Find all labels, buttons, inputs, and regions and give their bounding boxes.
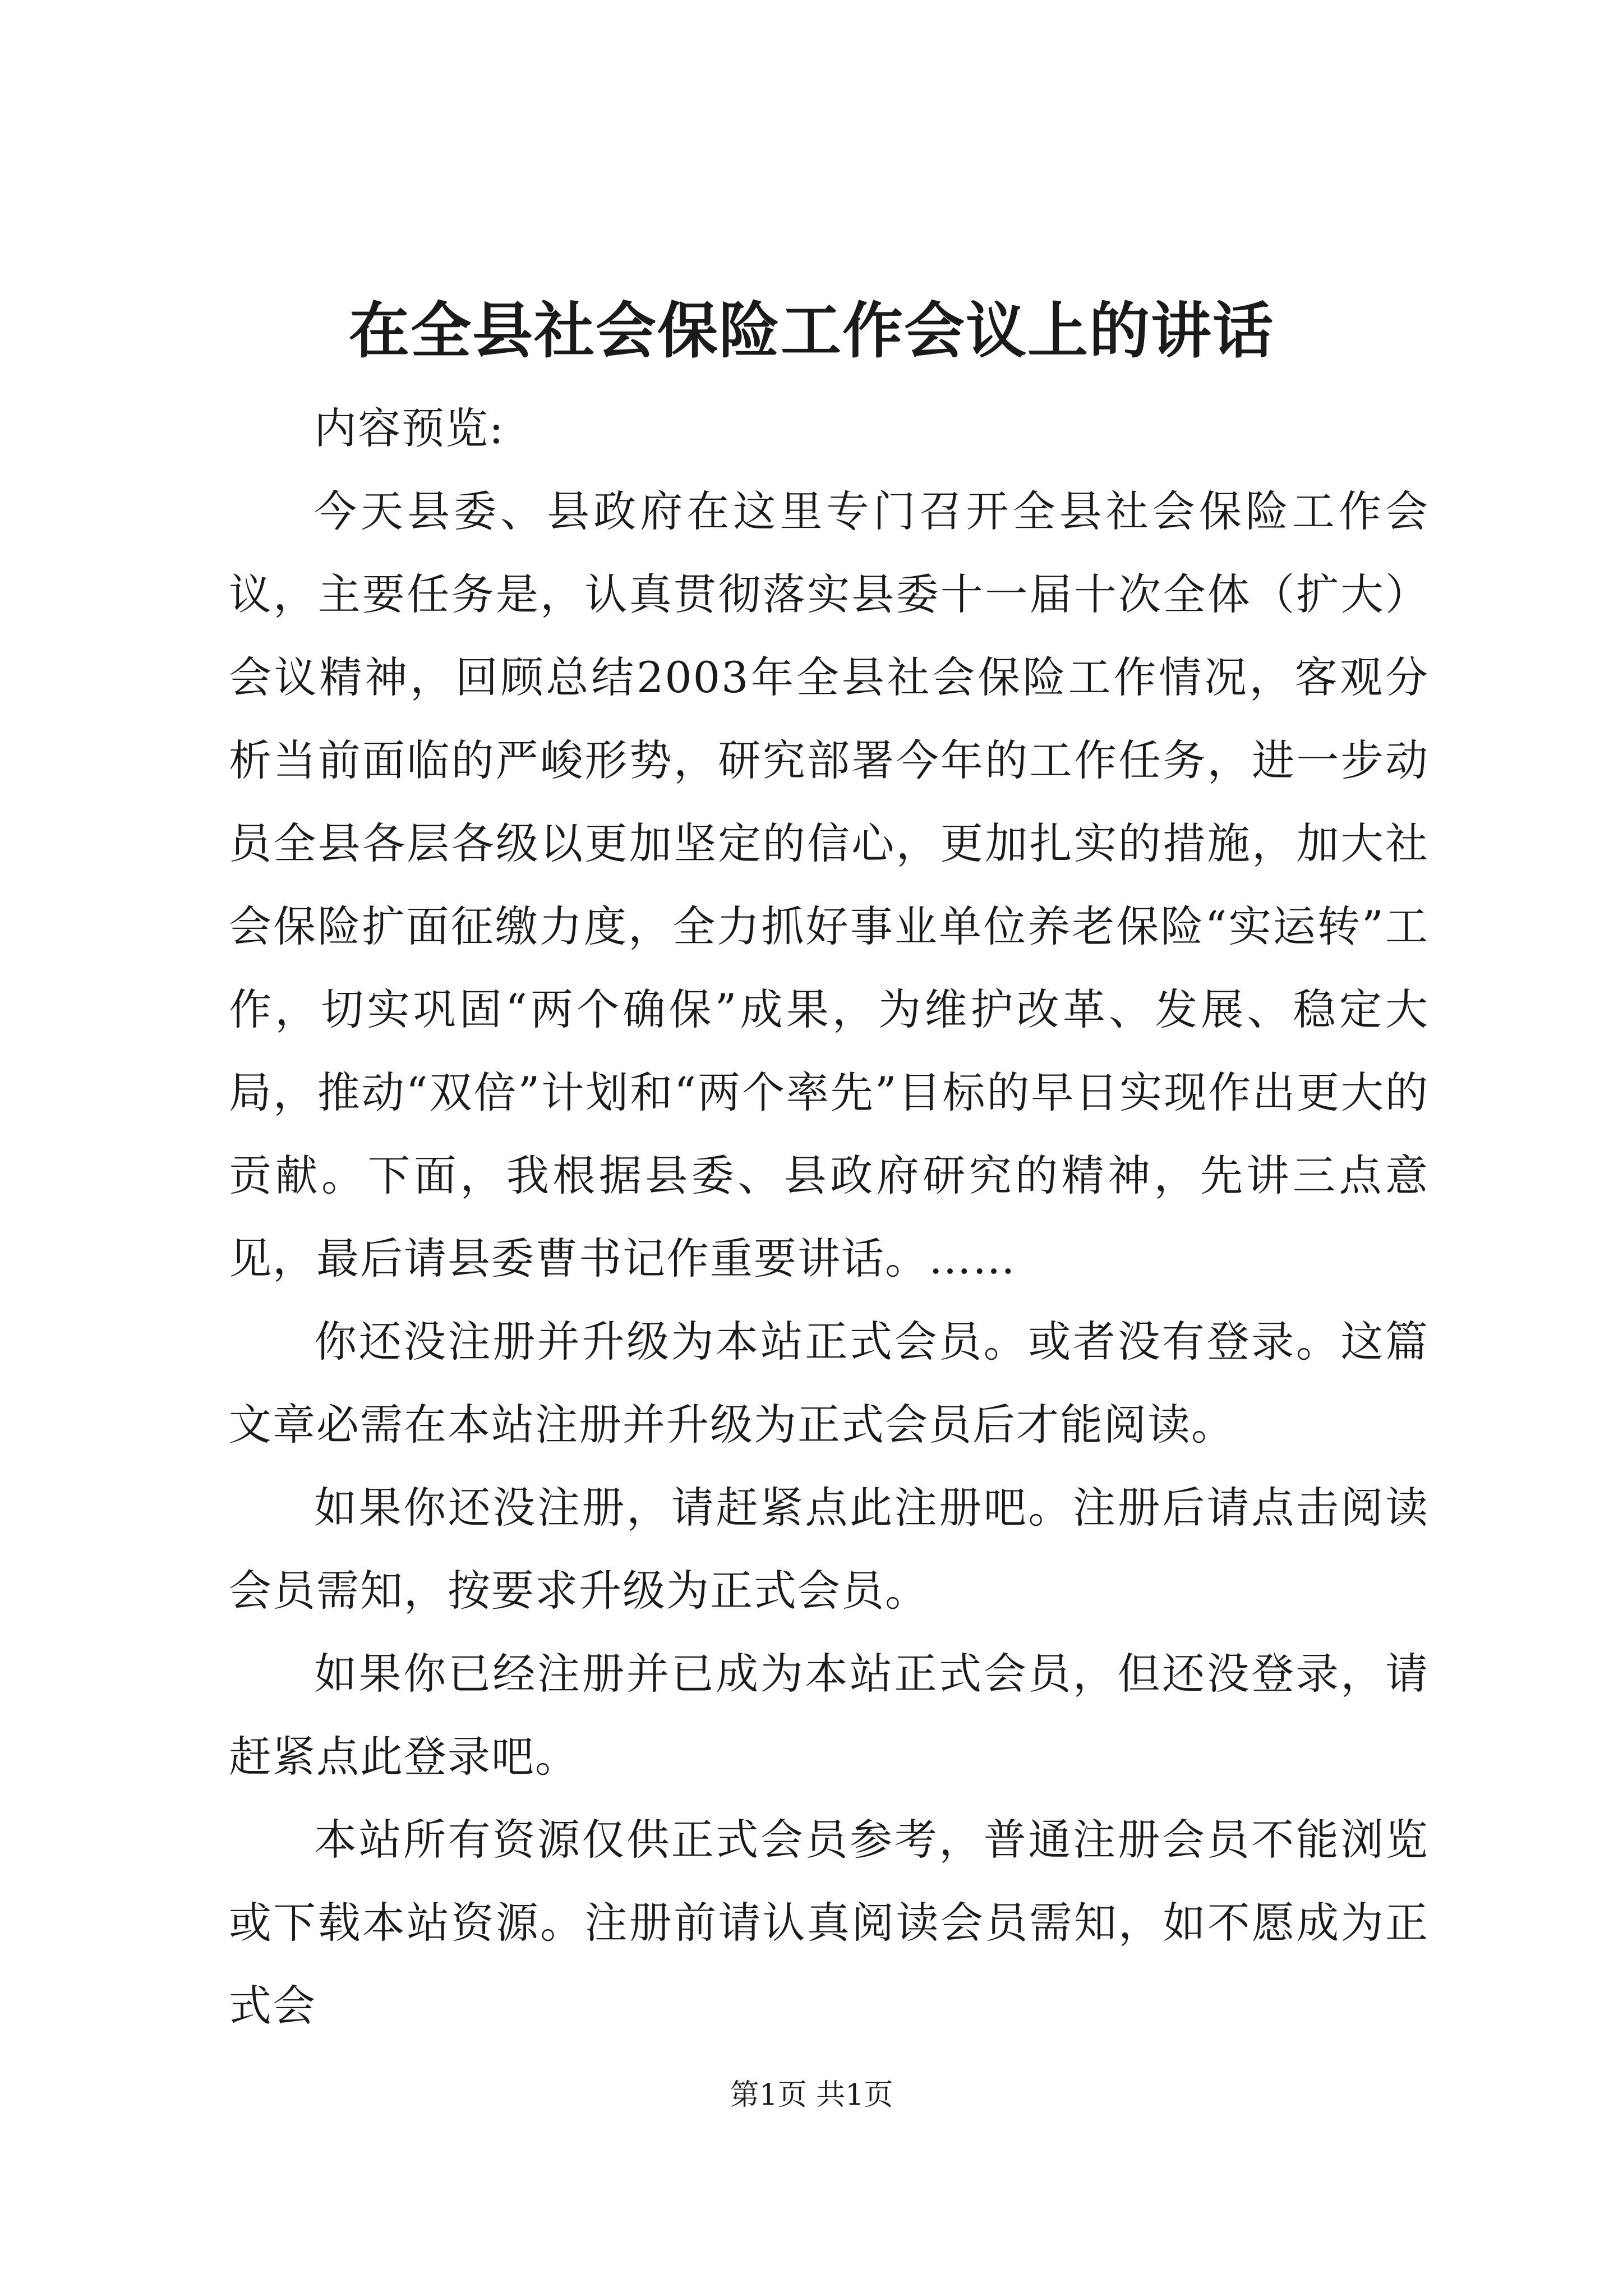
register-prompt-paragraph: 如果你还没注册，请赶紧点此注册吧。注册后请点击阅读会员需知，按要求升级为正式会员。 — [229, 1483, 1429, 1616]
page-number-footer: 第1页 共1页 — [730, 2078, 893, 2112]
preview-label: 内容预览: — [314, 403, 505, 453]
speech-excerpt-paragraph: 今天县委、县政府在这里专门召开全县社会保险工作会议，主要任务是，认真贯彻落实县委十一届十次全体（扩大）会议精神，回顾总结2003年全县社会保险工作情况，客观分析当前面临的严峻形势，研究部署今年的工作任务，进一步动员全县各层各级以更加坚定的信心，更加扎实的措施，加大社会保险扩面征缴力度，全力抓好事业单位养老保险“实运转”工作，切实巩固“两个确保”成果，为维护改革、发展、稳定大局，推动“双倍”计划和“两个率先”目标的早日实现作出更大的贡献。下面，我根据县委、县政府研究的精神，先讲三点意见，最后请县委曹书记作重要讲话。…… — [229, 486, 1429, 1283]
document-body — [229, 387, 1429, 2047]
login-prompt-paragraph: 如果你已经注册并已成为本站正式会员，但还没登录，请赶紧点此登录吧。 — [229, 1649, 1429, 1782]
document-title: 在全县社会保险工作会议上的讲话 — [348, 296, 1274, 366]
membership-notice-paragraph: 你还没注册并升级为本站正式会员。或者没有登录。这篇文章必需在本站注册并升级为正式会员后才能阅读。 — [229, 1317, 1429, 1450]
resources-notice-paragraph: 本站所有资源仅供正式会员参考，普通注册会员不能浏览或下载本站资源。注册前请认真阅读会员需知，如不愿成为正式会 — [229, 1815, 1429, 2031]
